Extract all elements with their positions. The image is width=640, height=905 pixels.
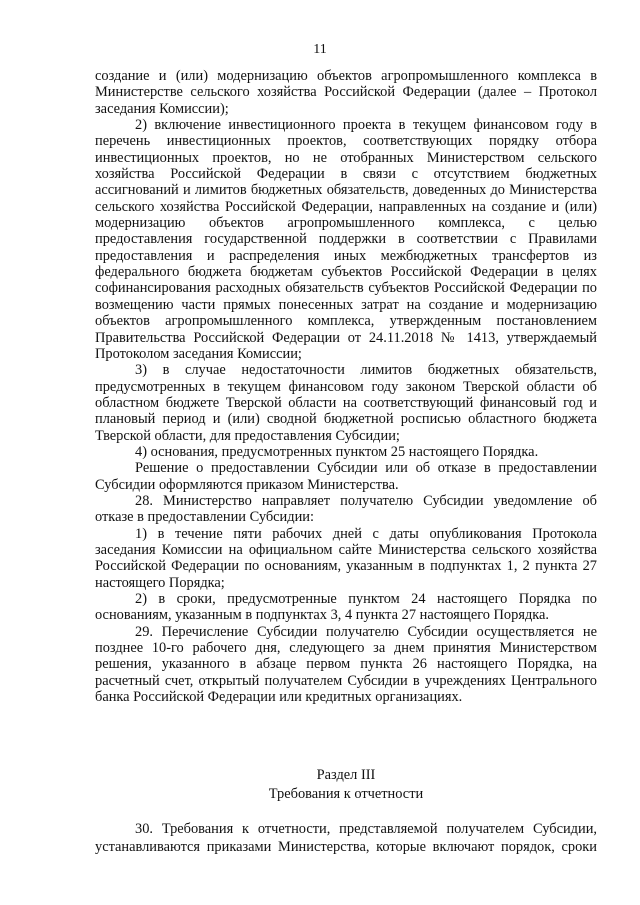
paragraph-30: 30. Требования к отчетности, представляемой получателем Субсидии, устанавливаются приказами Министерства, которые включают порядок, сроки — [95, 821, 597, 855]
paragraph-protocol-continuation: создание и (или) модернизацию объектов агропромышленного комплекса в Министерстве сельского хозяйства Российской Федерации (далее – Протокол заседания Комиссии); — [95, 68, 597, 117]
section-body — [95, 820, 597, 856]
section-title: Раздел III — [316, 767, 376, 783]
document-body — [95, 68, 597, 705]
paragraph-item-4-grounds: 4) основания, предусмотренных пунктом 25 настоящего Порядка. — [135, 443, 539, 460]
paragraph-item-3-limits: 3) в случае недостаточности лимитов бюджетных обязательств, предусмотренных в текущем финансовом году законом Тверской области об областном бюджете Тверской области на соответствующий финансовый год и плановый период и (или) сводной бюджетной росписью областного бюджета Тверской области, для предоставления Субсидии; — [95, 362, 597, 444]
paragraph-28: 28. Министерство направляет получателю Субсидии уведомление об отказе в предоставлении Субсидии: — [95, 492, 597, 526]
paragraph-decision-order: Решение о предоставлении Субсидии или об отказе в предоставлении Субсидии оформляются приказом Министерства. — [95, 460, 597, 493]
paragraph-28-item-2: 2) в сроки, предусмотренные пунктом 24 настоящего Порядка по основаниям, указанным в подпунктах 3, 4 пункта 27 настоящего Порядка. — [95, 591, 597, 624]
section-subtitle: Требования к отчетности — [268, 786, 424, 802]
paragraph-29: 29. Перечисление Субсидии получателю Субсидии осуществляется не позднее 10-го рабочего дня, следующего за днем принятия Министерством решения, указанного в абзаце первом пункта 26 настоящего Порядка, на расчетный счет, открытый получателем Субсидии в учреждениях Центрального банка Российской Федерации или кредитных организациях. — [95, 623, 597, 706]
page-number: 11 — [313, 42, 327, 57]
paragraph-item-2-inclusion: 2) включение инвестиционного проекта в текущем финансовом году в перечень инвестиционных проектов, соответствующих порядку отбора инвестиционных проектов, но не отобранных Министерством сельского хозяйства Российской Федерации в связи с отсутствием бюджетных ассигнований и лимитов бюджетных обязательств, доведенных до Министерства сельского хозяйства Российской Федерации, направленных на создание и (или) модернизацию объектов агропромышленного комплекса, с целью предоставления государственной поддержки в соответствии с Правилами предоставления и распределения иных межбюджетных трансфертов из федерального бюджета бюджетам субъектов Российской Федерации в целях софинансирования расходных обязательств субъектов Российской Федерации по возмещению части прямых понесенных затрат на создание и модернизацию объектов агропромышленного комплекса, утвержденным постановлением Правительства Российской Федерации от 24.11.2018 № 1413, утверждаемый Протоколом заседания Комиссии; — [95, 117, 597, 362]
paragraph-28-item-1: 1) в течение пяти рабочих дней с даты опубликования Протокола заседания Комиссии на официальном сайте Министерства сельского хозяйства Российской Федерации по основаниям, указанным в подпунктах 1, 2 пункта 27 настоящего Порядка; — [95, 525, 597, 591]
